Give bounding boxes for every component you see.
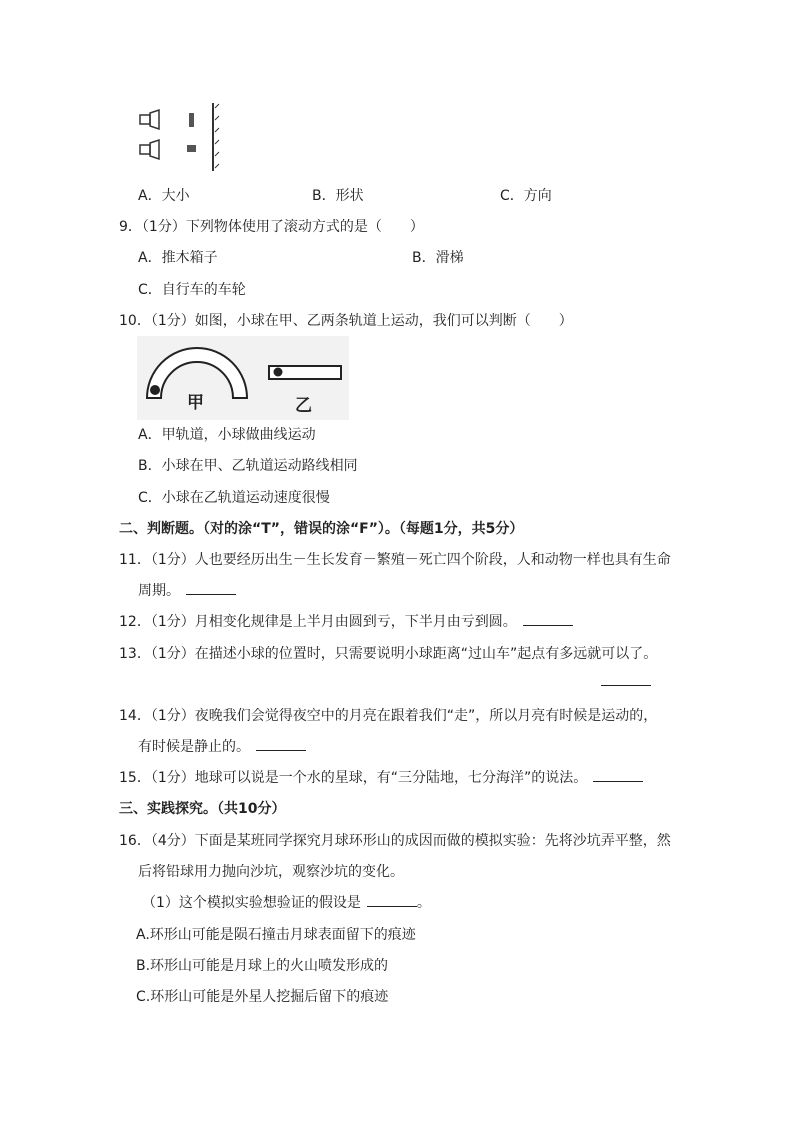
- label-yi: 乙: [295, 396, 312, 416]
- section2-title: 二、判断题。（对的涂“T”，错误的涂“F”）。（每题1分，共5分）: [119, 521, 524, 537]
- q9-option-a: A．推木箱子: [138, 250, 218, 266]
- q11-line2-text: 周期。: [138, 583, 180, 599]
- flashlight-icon: [140, 110, 159, 129]
- q15-stem: 15．（1分）地球可以说是一个水的星球，有“三分陆地，七分海洋”的说法。: [119, 770, 588, 786]
- shadow-shape: [189, 113, 194, 127]
- q11-line1: 11．（1分）人也要经历出生－生长发育－繁殖－死亡四个阶段，人和动物一样也具有生命: [119, 552, 671, 568]
- q10-option-a: A．甲轨道，小球做曲线运动: [138, 427, 316, 443]
- shadow-shape: [187, 145, 196, 152]
- answer-blank[interactable]: [367, 894, 417, 907]
- section3-title: 三、实践探究。（共10分）: [119, 801, 286, 817]
- q15: [119, 769, 643, 787]
- q12: [119, 613, 573, 631]
- q8-option-a: A．大小: [138, 188, 190, 204]
- q12-stem: 12．（1分）月相变化规律是上半月由圆到亏，下半月由亏到圆。: [119, 614, 517, 630]
- answer-blank[interactable]: [523, 613, 573, 626]
- ball-icon: [274, 368, 283, 377]
- q16-sub1-end: 。: [416, 895, 431, 911]
- q16-sub1-text: （1）这个模拟实验想验证的假设是: [142, 895, 361, 911]
- answer-blank[interactable]: [256, 738, 306, 751]
- q14-line1: 14．（1分）夜晚我们会觉得夜空中的月亮在跟着我们“走”，所以月亮有时候是运动的，: [119, 708, 658, 724]
- q10-option-b: B．小球在甲、乙轨道运动路线相同: [138, 458, 358, 474]
- answer-blank[interactable]: [601, 673, 651, 686]
- q14-line2: [138, 738, 306, 756]
- label-jia: 甲: [187, 393, 204, 413]
- q16-option-c: C.环形山可能是外星人挖掘后留下的痕迹: [136, 989, 389, 1005]
- q10-option-c: C．小球在乙轨道运动速度很慢: [138, 490, 330, 506]
- q16-line1: 16．（4分）下面是某班同学探究月球环形山的成因而做的模拟实验：先将沙坑弄平整，然: [119, 833, 671, 849]
- q8-option-c: C．方向: [500, 188, 552, 204]
- answer-blank[interactable]: [593, 769, 643, 782]
- q11-line2: [138, 582, 236, 600]
- q16-sub1: [142, 894, 431, 912]
- q10-stem: 10．（1分）如图，小球在甲、乙两条轨道上运动，我们可以判断（ ）: [119, 313, 573, 329]
- q9-stem: 9．（1分）下列物体使用了滚动方式的是（ ）: [119, 219, 424, 235]
- flashlight-icon: [140, 140, 159, 159]
- q14-line2-text: 有时候是静止的。: [138, 739, 250, 755]
- ball-icon: [150, 385, 160, 395]
- answer-blank[interactable]: [186, 582, 236, 595]
- q13-stem: 13．（1分）在描述小球的位置时，只需要说明小球距离“过山车”起点有多远就可以了。: [119, 646, 658, 662]
- q9-option-c: C．自行车的车轮: [138, 282, 246, 298]
- q16-option-b: B.环形山可能是月球上的火山喷发形成的: [136, 958, 389, 974]
- q10-figure: [137, 336, 349, 420]
- q8-figure: [135, 103, 225, 171]
- q16-option-a: A.环形山可能是陨石撞击月球表面留下的痕迹: [136, 927, 416, 943]
- q8-option-b: B．形状: [312, 188, 364, 204]
- q9-option-b: B．滑梯: [412, 250, 464, 266]
- q16-line2: 后将铅球用力抛向沙坑，观察沙坑的变化。: [138, 864, 404, 880]
